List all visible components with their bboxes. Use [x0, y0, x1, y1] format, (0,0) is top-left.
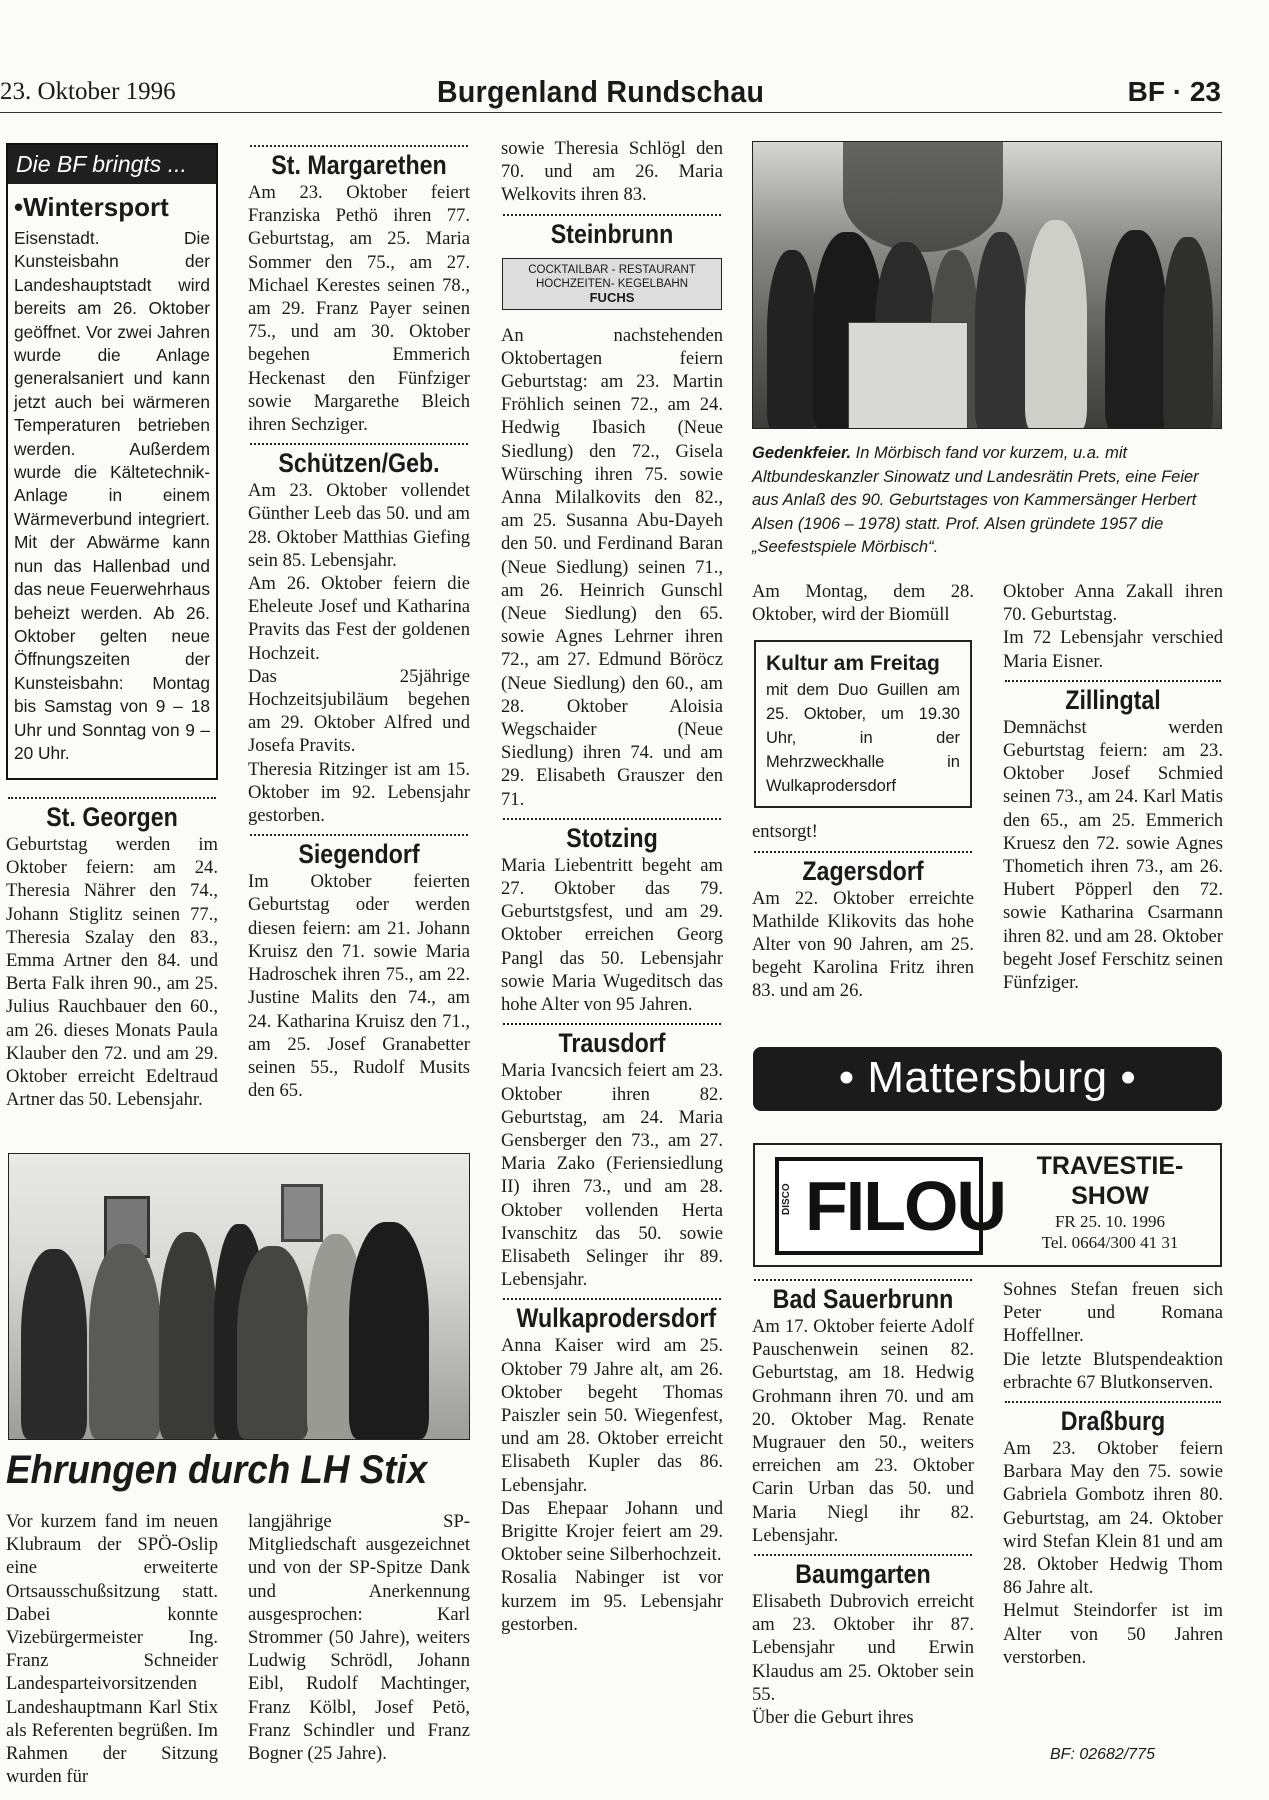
- steinbrunn-title: Steinbrunn: [550, 218, 674, 249]
- schuetzen-p4: Theresia Ritzinger ist am 15. Oktober im 92. Lebensjahr gestorben.: [248, 758, 470, 827]
- biomuell-tail: entsorgt!: [752, 821, 818, 843]
- column-2: [248, 138, 470, 1102]
- schuetzen-p3: Das 25jährige Hochzeitsjubiläum begehen am 29. Oktober Alfred und Josefa Pravits.: [248, 665, 470, 757]
- zillingtal-lead-p1: Oktober Anna Zakall ihren 70. Geburtstag.: [1003, 581, 1223, 626]
- baumgarten-title: Baumgarten: [795, 1559, 931, 1590]
- zillingtal-title: Zillingtal: [1065, 684, 1161, 715]
- st-georgen-title: St. Georgen: [46, 802, 178, 832]
- fuchs-ad-name: FUCHS: [589, 289, 635, 305]
- sidebox-heading: Die BF bringts ...: [8, 145, 216, 184]
- caption-text: In Mörbisch fand vor kurzem, u.a. mit Altbundeskanzler Sinowatz und Landesrätin Prets, eine Feier aus Anlaß des 90. Geburtstages von Kammersänger Herbert Alsen (1906 – 1978) statt. Prof. Alsen gründete 1957 die „Seefestspiele Mörbisch“.: [752, 444, 1199, 557]
- dotted-divider: [503, 214, 721, 216]
- baumgarten-text: Elisabeth Dubrovich erreicht am 23. Oktober ihr 87. Lebensjahr und Erwin Klaudus am 25. Oktober sein 55.: [752, 1591, 974, 1705]
- sidebox-body: Eisenstadt. Die Kunsteisbahn der Landeshauptstadt wird bereits am 26. Oktober geöffnet. Vor zwei Jahren wurde die Anlage generalsaniert und kann jetzt auch bei wärmeren Temperaturen betrieben werden. Außerdem wurde die Kältetechnik-Anlage in einem Wärmeverbund integriert. Mit der Abwärme kann nun das Hallenbad und das neue Feuerwehrhaus beheizt werden. Ab 26. Oktober gelten neue Öffnungszeiten der Kunsteisbahn: Montag bis Samstag von 9 – 18 Uhr und Sonntag von 9 – 20 Uhr.: [14, 228, 210, 763]
- sohnes-p1: Sohnes Stefan freuen sich Peter und Romana Hoffellner.: [1003, 1279, 1223, 1347]
- filou-tel: Tel. 0664/300 41 31: [1041, 1233, 1179, 1252]
- dotted-divider: [503, 1023, 721, 1025]
- bad-sauerbrunn-text: Am 17. Oktober feierte Adolf Pauschenwein seinen 82. Geburtstag, am 18. Hedwig Grohmann ihren 70. und am 20. Oktober Mag. Renate Mugrauer den 50., weiters erreichen am 23. Oktober Carin Urban das 50. und Maria Niegl ihr 82. Lebensjahr.: [752, 1316, 974, 1546]
- column-5: [1003, 580, 1223, 994]
- sidebox-topic: •Wintersport: [14, 192, 169, 222]
- column-5-lower: [1003, 1278, 1223, 1669]
- wulkaprodersdorf-p2: Das Ehepaar Johann und Brigitte Krojer feiert am 29. Oktober seine Silberhochzeit.: [501, 1497, 723, 1566]
- ehrungen-text-2: langjährige SP-Mitgliedschaft ausgezeichnet und von der SP-Spitze Dank und Anerkennung ausgesprochen: Karl Strommer (50 Jahre), weiters Ludwig Schrödl, Johann Eibl, Rudolf Machtinger, Franz Kölbl, Josef Petö, Franz Schindler und Franz Bogner (25 Jahre).: [248, 1511, 470, 1765]
- dotted-divider: [250, 443, 468, 445]
- person: [349, 1222, 429, 1439]
- column-3: [501, 137, 723, 1636]
- biomuell-lead: Am Montag, dem 28. Oktober, wird der Biomüll: [752, 581, 974, 626]
- gedenkfeier-photo: [752, 141, 1222, 429]
- siegendorf-text: Im Oktober feierten Geburtstag oder werden diesen feiern: am 21. Johann Kruisz den 71. sowie Maria Hadroschek ihren 75., am 22. Justine Malits den 74., am 24. Katharina Kruisz den 71., am 25. Josef Granabetter seinen 55., Rudolf Musits den 65.: [248, 871, 470, 1102]
- wulkaprodersdorf-p3: Rosalia Nabinger ist vor kurzem im 95. Lebensjahr gestorben.: [501, 1567, 723, 1635]
- steinbrunn-lead: sowie Theresia Schlögl den 70. und am 26. Maria Welkovits ihren 83.: [501, 138, 723, 206]
- filou-show-info: [1005, 1151, 1215, 1253]
- kultur-am-freitag-box: [754, 640, 972, 808]
- dotted-divider: [754, 1279, 972, 1281]
- person: [89, 1244, 161, 1439]
- page-number: BF · 23: [1127, 76, 1221, 107]
- filou-title-1: TRAVESTIE-: [1036, 1152, 1184, 1180]
- wulkaprodersdorf-p1: Anna Kaiser wird am 25. Oktober 79 Jahre alt, am 26. Oktober begeht Thomas Paiszler sein 50. Wiegenfest, und am 28. Oktober erreicht Elisabeth Kupler das 86. Lebensjahr.: [501, 1335, 723, 1496]
- drassburg-p2: Helmut Steindorfer ist im Alter von 50 Jahren verstorben.: [1003, 1600, 1223, 1668]
- wulkaprodersdorf-title: Wulkaprodersdorf: [516, 1303, 717, 1334]
- sohnes-p2: Die letzte Blutspendeaktion erbrachte 67 Blutkonserven.: [1003, 1348, 1223, 1393]
- zagersdorf-text: Am 22. Oktober erreichte Mathilde Klikovits das hohe Alter von 90 Jahren, am 25. begeht Karolina Fritz ihren 83. und am 26.: [752, 887, 974, 1002]
- kultur-title: Kultur am Freitag: [766, 652, 940, 676]
- filou-date: FR 25. 10. 1996: [1054, 1212, 1166, 1231]
- zillingtal-lead-p2: Im 72 Lebensjahr verschied Maria Eisner.: [1003, 627, 1223, 672]
- siegendorf-title: Siegendorf: [298, 839, 420, 870]
- person: [1105, 230, 1167, 429]
- schuetzen-p1: Am 23. Oktober vollendet Günther Leeb das 50. und am 28. Oktober Matthias Giefing sein 85. Lebensjahr.: [248, 480, 470, 571]
- person: [767, 250, 817, 429]
- filou-title-2: SHOW: [1071, 1182, 1149, 1210]
- dotted-divider: [1005, 1401, 1221, 1403]
- dotted-divider: [250, 834, 468, 836]
- bf-contact: BF: 02682/775: [1050, 1746, 1155, 1763]
- filou-logo-small: DISCO: [781, 1183, 792, 1215]
- filou-ad: [753, 1143, 1222, 1267]
- schuetzen-title: Schützen/Geb.: [278, 448, 440, 479]
- person: [1025, 220, 1087, 429]
- kultur-text: mit dem Duo Guillen am 25. Oktober, um 19.30 Uhr, in der Mehrzweckhalle in Wulkaprodersdorf: [766, 681, 960, 796]
- dotted-divider: [754, 1554, 972, 1556]
- column-4-lower: [752, 1272, 974, 1729]
- gedenkfeier-caption: [752, 442, 1222, 560]
- ehrungen-col1: [6, 1510, 218, 1788]
- dotted-divider: [8, 797, 216, 799]
- person: [159, 1232, 217, 1439]
- bad-sauerbrunn-title: Bad Sauerbrunn: [772, 1284, 954, 1314]
- st-margarethen-text: Am 23. Oktober feiert Franziska Pethö ihren 77. Geburtstag, am 25. Maria Sommer den 75., am 27. Michael Kerestes seinen 78., am 29. Franz Payer seinen 75., und am 30. Oktober begehen Emmerich Heckenast den Fünfziger sowie Margarethe Bleich ihren Sechziger.: [248, 182, 470, 436]
- st-georgen-text: Geburtstag werden im Oktober feiern: am 24. Theresia Nährer den 74., Johann Stiglitz seinen 77., Theresia Szalay den 83., Emma Artner den 84. und Berta Falk ihren 90., am 25. Julius Rauchbauer den 60., am 26. dieses Monats Paula Klauber den 72. und am 29. Oktober erreicht Edeltraud Artner das 50. Lebensjahr.: [6, 834, 218, 1111]
- drassburg-p1: Am 23. Oktober feiern Barbara May den 75. sowie Gabriela Gombotz ihren 80. Geburtstag, am 24. Oktober wird Stefan Klein 81 und am 28. Oktober Hedwig Thom 86 Jahre alt.: [1003, 1438, 1223, 1599]
- stotzing-text: Maria Liebentritt begeht am 27. Oktober das 79. Geburtstgsfest, und am 29. Oktober erreichen Georg Pangl das 50. Lebensjahr sowie Maria Wugeditsch das hohe Alter von 95 Jahren.: [501, 854, 723, 1016]
- tree: [843, 142, 1003, 252]
- dotted-divider: [754, 851, 972, 853]
- steinbrunn-text: An nachstehenden Oktobertagen feiern Geburtstag: am 23. Martin Fröhlich seinen 72., am 24. Hedwig Ibasich (Neue Siedlung) den 72., Gisela Würsching ihren 75. sowie Anna Milalkovits den 82., am 25. Susanna Abu-Dayeh den 50. und Ferdinand Baran (Neue Siedlung) seinen 71., am 26. Heinrich Gunschl (Neue Siedlung) den 65. sowie Agnes Lehrner ihren 72., am 27. Edmund Böröcz (Neue Siedlung) den 60., am 28. Oktober Aloisia Wegschaider (Neue Siedlung) ihren 74. und am 29. Elisabeth Grauszer den 71.: [501, 324, 723, 810]
- wall-portrait: [281, 1184, 323, 1242]
- zillingtal-text: Demnächst werden Geburtstag feiern: am 23. Oktober Josef Schmied seinen 73., am 24. Karl Matis den 65., am 25. Emmerich Kruesz den 72. sowie Agnes Thometich ihren 73., am 26. Hubert Pöpperl den 72. sowie Katharina Csarmann ihren 82. und am 28. Oktober begeht Josef Ferschitz seinen Fünfziger.: [1003, 716, 1223, 994]
- ehrungen-text-1: Vor kurzem fand im neuen Klubraum der SPÖ-Oslip eine erweiterte Ortsausschußsitzung statt. Dabei konnte Vizebürgermeister Ing. Franz Schneider Landesparteivorsitzenden Landeshauptmann Karl Stix als Referenten begrüßen. Im Rahmen der Sitzung wurden für: [6, 1511, 218, 1788]
- dotted-divider: [503, 1298, 721, 1300]
- header-rule: [0, 112, 1222, 113]
- stotzing-title: Stotzing: [566, 822, 658, 853]
- column-4: [752, 580, 974, 1003]
- filou-logo-text: FILOU: [805, 1167, 1005, 1245]
- section-st-georgen: [6, 790, 218, 1111]
- zagersdorf-title: Zagersdorf: [802, 855, 924, 886]
- trausdorf-text: Maria Ivancsich feiert am 23. Oktober ihren 82. Geburtstag, am 24. Maria Gensberger den 73., am 27. Maria Zako (Feriensiedlung II) ihren 73., und am 28. Oktober vollenden Herta Ivanschitz das 50. sowie Elisabeth Selinger ihr 89. Lebensjahr.: [501, 1060, 723, 1291]
- person: [21, 1249, 87, 1439]
- fuchs-ad-line1: COCKTAILBAR - RESTAURANT: [528, 263, 696, 276]
- fuchs-ad-line2: HOCHZEITEN- KEGELBAHN: [535, 277, 689, 290]
- caption-lead: Gedenkfeier.: [752, 444, 852, 462]
- fuchs-ad: [502, 258, 722, 310]
- dotted-divider: [1005, 680, 1221, 682]
- bf-bringts-box: [6, 143, 218, 780]
- lectern: [848, 322, 968, 429]
- trausdorf-title: Trausdorf: [558, 1028, 666, 1059]
- issue-date: 23. Oktober 1996: [0, 78, 176, 105]
- dotted-divider: [503, 818, 721, 820]
- filou-logo: [775, 1157, 1005, 1255]
- ehrungen-headline: Ehrungen durch LH Stix: [6, 1448, 428, 1492]
- st-margarethen-title: St. Margarethen: [271, 150, 447, 180]
- oslip-group-photo: [8, 1153, 470, 1440]
- newspaper-title: Burgenland Rundschau: [437, 74, 765, 109]
- person: [975, 232, 1027, 429]
- schuetzen-p2: Am 26. Oktober feiern die Eheleute Josef und Katharina Pravits das Fest der goldenen Hochzeit.: [248, 573, 470, 664]
- person: [1163, 237, 1213, 429]
- drassburg-title: Draßburg: [1060, 1406, 1166, 1437]
- baumgarten-tail: Über die Geburt ihres: [752, 1707, 914, 1729]
- dotted-divider: [250, 145, 468, 147]
- mattersburg-banner: • Mattersburg •: [753, 1047, 1222, 1111]
- person: [237, 1246, 309, 1439]
- ehrungen-col2: [248, 1510, 470, 1765]
